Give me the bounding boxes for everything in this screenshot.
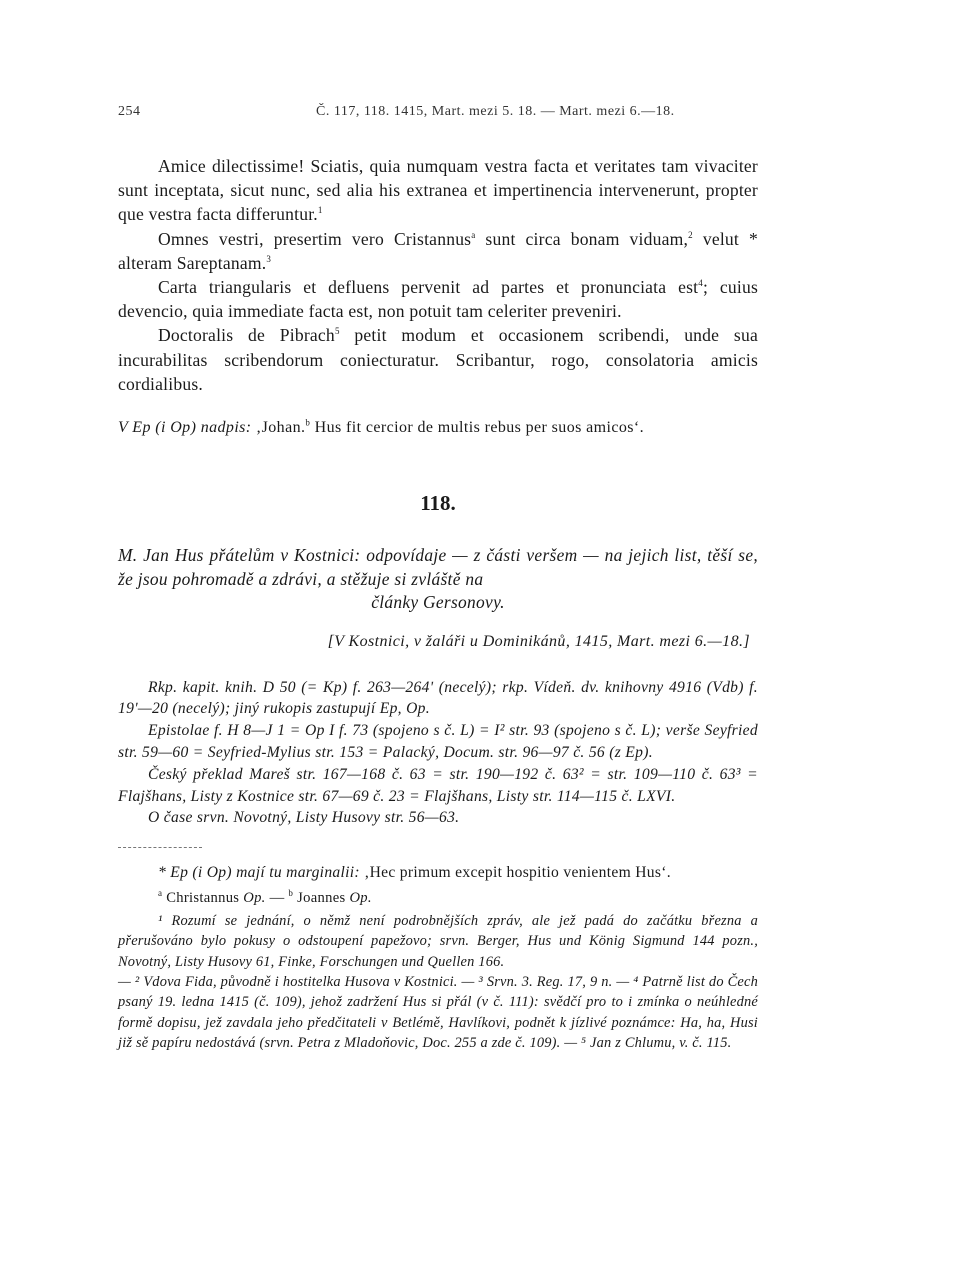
page-number: 254 xyxy=(118,104,141,119)
footnote-ref-5: 5 xyxy=(334,326,340,337)
apparatus-dating: O čase srvn. Novotný, Listy Husovy str. 56—63. xyxy=(148,809,460,827)
apparatus-translations: Český překlad Mareš str. 167—168 č. 63 = str. 190—192 č. 63² = str. 109—110 č. 63³ = Flajšhans, Listy z Kostnice str. 67—69 č. 23 = Flajšhans, Listy str. 114—115 č. LXVI. xyxy=(118,765,758,805)
footnotes xyxy=(118,911,758,1053)
variant-ref-a: a xyxy=(471,229,476,240)
footnote-marginalia: * Ep (i Op) mají tu marginalii: ‚Hec primum excepit hospitio venientem Hus‘. xyxy=(158,864,671,882)
running-title: Č. 117, 118. 1415, Mart. mezi 5. 18. — Mart. mezi 6.—18. xyxy=(316,104,675,119)
regest-line-2: články Gersonovy. xyxy=(371,592,505,613)
footnote-divider xyxy=(118,847,202,848)
document-number: 118. xyxy=(420,491,456,516)
regest xyxy=(118,544,758,615)
footnote-ref-2: 2 xyxy=(688,229,693,240)
footnotes-2-5: — ² Vdova Fida, původně i hostitelka Husova v Kostnici. — ³ Srvn. 3. Reg. 17, 9 n. — ⁴ Patrně list do Čech psaný 19. ledna 1415 (č. 109), jehož zadržení Hus si přál (v č. 111): svědčí pro to i zmínka o neúhledné formě dopisu, jež zavdala jeho předčitateli v Betlémě, Havlíkovi, podnět k jízlivé poznámce: Ha, ha, Husi již sě papíru nedostává (srvn. Petra z Mladoňovic, Doc. 255 a zde č. 109). — ⁵ Jan z Chlumu, v. č. 115. xyxy=(118,974,758,1051)
place-date: [V Kostnici, v žaláři u Dominikánů, 1415, Mart. mezi 6.—18.] xyxy=(327,632,750,650)
variant-ref-b: b xyxy=(305,417,311,428)
letter-paragraph-2: Omnes vestri, presertim vero Cristannus$^a$ sunt circa bonam viduam,$^2$ velut * alteram Sareptanam.$^3$ xyxy=(118,228,758,273)
running-header xyxy=(118,104,758,128)
footnote-ref-4: 4 xyxy=(698,278,703,289)
footnote-variants: $^a$ Christannus Op. — $^b$ Joannes Op. xyxy=(158,888,372,907)
letter-paragraph-1: Amice dilectissime! Sciatis, quia numquam vestra facta et veritates tam vivaciter sunt inceptata, sicut nunc, sed alia his extranea et impertinencia intervenerunt, propter que vestra facta differuntur.$^1$ xyxy=(118,156,758,225)
manuscript-apparatus xyxy=(118,677,758,830)
apparatus-editions: Epistolae f. H 8—J 1 = Op I f. 73 (spojeno s č. L) = I² str. 93 (spojeno s č. L); verše Seyfried str. 59—60 = Seyfried-Mylius str. 153 = Palacký, Docum. str. 96—97 č. 56 (z Ep). xyxy=(118,722,758,761)
footnote-ref-3: 3 xyxy=(266,253,272,264)
footnote-1: ¹ Rozumí se jednání, o němž není podrobnějších zpráv, ale jež padá do začátku března a přerušováno bylo pokusy o odstoupení papežovo; srvn. Berger, Hus und König Sigmund 144 pozn., Novotný, Listy Husovy 61, Finke, Forschungen und Quellen 166. xyxy=(118,913,758,970)
heading-variant-note: V Ep (i Op) nadpis: ‚Johan.$^b$ Hus fit cercior de multis rebus per suos amicos‘. xyxy=(118,417,644,437)
regest-line-1: M. Jan Hus přátelům v Kostnici: odpovídaje — z části veršem — na jejich list, těší se, že jsou pohromadě a zdrávi, a stěžuje si zvláště na xyxy=(118,545,758,589)
letter-body xyxy=(118,154,758,396)
apparatus-manuscripts: Rkp. kapit. knih. D 50 (= Kp) f. 263—264ʹ (necelý); rkp. Vídeň. dv. knihovny 4916 (Vdb) f. 19ʹ—20 (necelý); jiný rukopis zastupují Ep, Op. xyxy=(118,678,758,718)
footnote-ref-1: 1 xyxy=(317,205,323,216)
book-page xyxy=(118,104,758,1053)
letter-paragraph-4: Doctoralis de Pibrach$^5$ petit modum et occasionem scribendi, unde sua incurabilitas scribendorum coniecturatur. Scribantur, rogo, consolatoria amicis cordialibus. xyxy=(118,325,758,394)
letter-paragraph-3: Carta triangularis et defluens pervenit ad partes et pronunciata est$^4$; cuius devencio, quia immediate facta est, non potuit tam celeriter preveniri. xyxy=(118,277,758,322)
